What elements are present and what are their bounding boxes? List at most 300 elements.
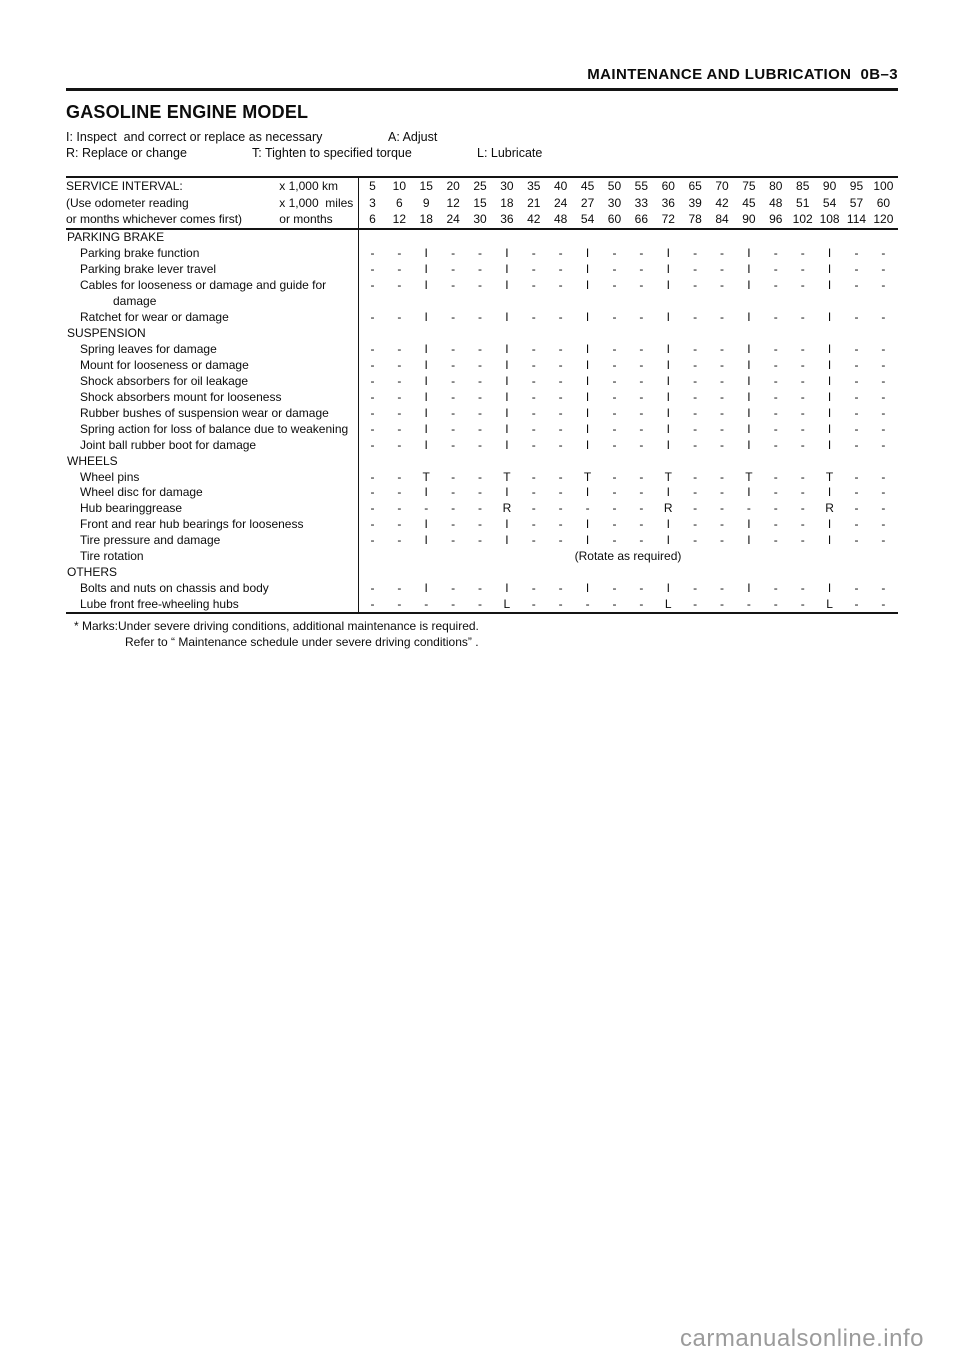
mark-cell: I xyxy=(827,373,832,388)
row-marks xyxy=(359,501,897,515)
mark-cell: - xyxy=(773,437,778,452)
interval-header-row xyxy=(66,195,898,212)
mark-cell: - xyxy=(397,581,402,596)
item-row xyxy=(66,548,898,564)
mark-cell: - xyxy=(478,310,482,325)
mark-cell: - xyxy=(531,405,536,420)
item-label: Cables for looseness or damage and guide for xyxy=(80,278,327,293)
section-row xyxy=(66,230,898,246)
mark-cell: - xyxy=(639,246,644,261)
mark-cell: I xyxy=(747,405,751,420)
mark-cell: - xyxy=(397,389,402,404)
mark-cell: - xyxy=(451,373,456,388)
mark-cell: I xyxy=(827,310,832,325)
mark-cell: I xyxy=(666,581,670,596)
mark-cell: - xyxy=(397,262,402,277)
mark-cell: - xyxy=(612,485,617,500)
legend-line-1 xyxy=(66,130,898,145)
interval-label: or months whichever comes first) xyxy=(66,212,243,227)
mark-cell: - xyxy=(558,421,563,436)
row-label-cell xyxy=(66,373,359,389)
interval-value: 95 xyxy=(849,179,864,194)
interval-value: 90 xyxy=(742,212,756,227)
mark-cell: - xyxy=(370,597,375,612)
mark-cell: - xyxy=(370,421,375,436)
mark-cell: - xyxy=(693,485,698,500)
mark-cell: - xyxy=(854,278,859,293)
interval-value: 65 xyxy=(688,179,702,194)
mark-cell: - xyxy=(693,342,698,357)
row-label-cell xyxy=(66,564,359,580)
mark-cell: - xyxy=(451,533,456,548)
item-row xyxy=(66,389,898,405)
mark-cell: - xyxy=(693,262,698,277)
mark-cell: T xyxy=(825,469,834,484)
item-label: Mount for looseness or damage xyxy=(80,357,249,372)
mark-cell: - xyxy=(397,501,402,516)
mark-cell: - xyxy=(612,389,617,404)
mark-cell: I xyxy=(585,389,590,404)
interval-value: 30 xyxy=(607,195,622,210)
mark-cell: I xyxy=(666,278,670,293)
mark-cell: - xyxy=(800,421,805,436)
mark-cell: - xyxy=(800,517,805,532)
mark-cell: I xyxy=(747,246,751,261)
interval-value: 15 xyxy=(473,195,487,210)
mark-cell: I xyxy=(747,533,751,548)
mark-cell: - xyxy=(693,389,698,404)
mark-cell: - xyxy=(451,517,456,532)
mark-cell: - xyxy=(612,501,617,516)
mark-cell: - xyxy=(612,437,617,452)
interval-value: 48 xyxy=(554,212,568,227)
mark-cell: I xyxy=(666,437,670,452)
interval-value: 45 xyxy=(580,179,595,194)
interval-value: 21 xyxy=(527,195,541,210)
mark-cell: - xyxy=(451,469,456,484)
mark-cell: - xyxy=(478,597,482,612)
mark-cell: - xyxy=(397,373,402,388)
mark-cell: I xyxy=(585,405,590,420)
mark-cell: I xyxy=(505,342,509,357)
mark-cell: - xyxy=(693,533,698,548)
mark-cell: - xyxy=(881,342,886,357)
mark-cell: - xyxy=(531,437,536,452)
interval-header-row xyxy=(66,178,898,195)
mark-cell: - xyxy=(639,533,644,548)
footnote-line-1: * Marks:Under severe driving conditions, additional maintenance is required. xyxy=(74,619,479,633)
mark-cell: - xyxy=(424,597,429,612)
mark-cell: - xyxy=(693,421,698,436)
row-label-cell xyxy=(66,596,359,612)
interval-label: SERVICE INTERVAL: xyxy=(66,179,183,194)
mark-cell: - xyxy=(881,278,886,293)
mark-cell: - xyxy=(531,517,536,532)
mark-cell: - xyxy=(773,342,778,357)
mark-cell: R xyxy=(502,501,512,516)
legend-lubricate: L: Lubricate xyxy=(477,146,543,160)
item-row xyxy=(66,532,898,548)
item-row xyxy=(66,500,898,516)
mark-cell: - xyxy=(720,405,725,420)
mark-cell: - xyxy=(720,357,725,372)
mark-cell: I xyxy=(585,342,590,357)
interval-value: 78 xyxy=(688,212,702,227)
item-label: Rubber bushes of suspension wear or damage xyxy=(80,405,329,420)
interval-value: 60 xyxy=(607,212,622,227)
mark-cell: I xyxy=(424,437,428,452)
mark-cell: - xyxy=(612,533,617,548)
interval-value: 100 xyxy=(873,179,894,194)
mark-cell: - xyxy=(585,597,590,612)
mark-cell: - xyxy=(370,405,375,420)
mark-cell: - xyxy=(720,421,725,436)
mark-cell: I xyxy=(424,310,428,325)
mark-cell: - xyxy=(612,357,617,372)
mark-cell: - xyxy=(746,597,751,612)
mark-cell: I xyxy=(827,262,832,277)
interval-value: 66 xyxy=(634,212,649,227)
mark-cell: - xyxy=(881,581,886,596)
row-label-cell xyxy=(66,341,359,357)
mark-cell: - xyxy=(612,246,617,261)
mark-cell: - xyxy=(639,437,644,452)
mark-cell: R xyxy=(663,501,673,516)
mark-cell: I xyxy=(827,437,832,452)
row-marks xyxy=(359,246,897,260)
interval-value: 9 xyxy=(422,195,430,210)
item-row-continuation xyxy=(66,293,898,309)
mark-cell: - xyxy=(720,310,725,325)
mark-cell: - xyxy=(558,357,563,372)
row-marks xyxy=(359,485,897,499)
mark-cell: - xyxy=(397,437,402,452)
mark-cell: I xyxy=(827,405,832,420)
mark-cell: - xyxy=(531,469,536,484)
item-label: Parking brake lever travel xyxy=(80,262,217,277)
legend-replace: R: Replace or change xyxy=(66,146,187,160)
mark-cell: - xyxy=(639,469,644,484)
mark-cell: - xyxy=(800,342,805,357)
mark-cell: - xyxy=(773,262,778,277)
mark-cell: - xyxy=(397,517,402,532)
interval-value: 3 xyxy=(369,195,376,210)
row-label-cell xyxy=(66,261,359,277)
section-row xyxy=(66,564,898,580)
mark-cell: - xyxy=(881,421,886,436)
mark-cell: I xyxy=(666,357,670,372)
interval-value: 70 xyxy=(715,179,729,194)
mark-cell: - xyxy=(451,405,456,420)
interval-values xyxy=(359,212,897,226)
mark-cell: - xyxy=(693,246,698,261)
mark-cell: - xyxy=(451,278,456,293)
row-marks xyxy=(359,374,897,388)
mark-cell: - xyxy=(478,357,482,372)
mark-cell: - xyxy=(800,581,805,596)
row-label-cell xyxy=(66,469,359,485)
mark-cell: - xyxy=(693,501,698,516)
mark-cell: - xyxy=(881,373,886,388)
mark-cell: - xyxy=(612,262,617,277)
mark-cell: - xyxy=(773,501,778,516)
mark-cell: I xyxy=(827,581,832,596)
row-label-cell xyxy=(66,485,359,501)
section-label: PARKING BRAKE xyxy=(67,230,165,245)
mark-cell: I xyxy=(666,421,670,436)
mark-cell: I xyxy=(747,485,751,500)
mark-cell: I xyxy=(505,278,509,293)
row-marks xyxy=(359,517,897,531)
interval-value: 55 xyxy=(634,179,649,194)
mark-cell: - xyxy=(558,485,563,500)
mark-cell: - xyxy=(854,357,859,372)
interval-value: 42 xyxy=(715,195,729,210)
mark-cell: - xyxy=(800,389,805,404)
mark-cell: - xyxy=(720,246,725,261)
mark-cell: - xyxy=(397,533,402,548)
mark-cell: - xyxy=(451,262,456,277)
mark-cell: - xyxy=(612,581,617,596)
legend-tighten: T: Tighten to specified torque xyxy=(252,146,412,160)
mark-cell: - xyxy=(478,501,482,516)
mark-cell: - xyxy=(854,533,859,548)
mark-cell: - xyxy=(397,405,402,420)
mark-cell: - xyxy=(558,597,563,612)
interval-value: 96 xyxy=(769,212,783,227)
mark-cell: I xyxy=(827,533,832,548)
mark-cell: - xyxy=(720,262,725,277)
mark-cell: - xyxy=(854,597,859,612)
mark-cell: I xyxy=(424,517,428,532)
interval-value: 12 xyxy=(446,195,460,210)
mark-cell: - xyxy=(720,342,725,357)
mark-cell: - xyxy=(397,278,402,293)
mark-cell: - xyxy=(397,357,402,372)
mark-cell: I xyxy=(585,485,590,500)
item-row xyxy=(66,469,898,485)
mark-cell: - xyxy=(693,581,698,596)
page-header-title: MAINTENANCE AND LUBRICATION 0B–3 xyxy=(587,66,898,83)
mark-cell: - xyxy=(800,357,805,372)
mark-cell: - xyxy=(800,373,805,388)
mark-cell: - xyxy=(881,405,886,420)
row-label-cell xyxy=(66,293,359,309)
mark-cell: - xyxy=(531,485,536,500)
mark-cell: I xyxy=(505,357,509,372)
mark-cell: - xyxy=(854,405,859,420)
mark-cell: I xyxy=(424,533,428,548)
mark-cell: - xyxy=(800,469,805,484)
section-row xyxy=(66,325,898,341)
interval-value: 60 xyxy=(661,179,675,194)
mark-cell: I xyxy=(747,357,751,372)
mark-cell: - xyxy=(720,581,725,596)
mark-cell: - xyxy=(478,405,482,420)
row-marks xyxy=(359,406,897,420)
mark-cell: - xyxy=(612,342,617,357)
mark-cell: - xyxy=(854,342,859,357)
mark-cell: - xyxy=(639,357,644,372)
row-marks xyxy=(359,422,897,436)
mark-cell: - xyxy=(773,310,778,325)
item-label: Shock absorbers mount for looseness xyxy=(80,389,282,404)
mark-cell: - xyxy=(854,310,859,325)
mark-cell: - xyxy=(639,581,644,596)
interval-value: 25 xyxy=(473,179,487,194)
mark-cell: - xyxy=(639,485,644,500)
mark-cell: - xyxy=(612,373,617,388)
mark-cell: I xyxy=(424,581,428,596)
row-marks xyxy=(359,278,897,292)
mark-cell: - xyxy=(370,389,375,404)
mark-cell: I xyxy=(424,405,428,420)
row-marks xyxy=(359,342,897,356)
row-label-cell xyxy=(66,421,359,437)
interval-value: 30 xyxy=(473,212,487,227)
mark-cell: I xyxy=(424,357,428,372)
mark-cell: - xyxy=(612,278,617,293)
interval-value: 57 xyxy=(849,195,864,210)
mark-cell: - xyxy=(720,373,725,388)
mark-cell: - xyxy=(800,310,805,325)
mark-cell: I xyxy=(505,517,509,532)
section-label: WHEELS xyxy=(67,453,118,468)
interval-value: 120 xyxy=(873,212,894,227)
interval-values xyxy=(359,179,897,193)
mark-cell: - xyxy=(881,485,886,500)
mark-cell: - xyxy=(478,581,482,596)
mark-cell: - xyxy=(881,597,886,612)
mark-cell: - xyxy=(693,597,698,612)
interval-value: 50 xyxy=(607,179,622,194)
item-label: Wheel pins xyxy=(80,469,140,484)
interval-value: 35 xyxy=(527,179,541,194)
mark-cell: - xyxy=(800,405,805,420)
mark-cell: - xyxy=(773,469,778,484)
mark-cell: - xyxy=(370,262,375,277)
interval-value: 60 xyxy=(876,195,891,210)
mark-cell: - xyxy=(800,597,805,612)
mark-cell: - xyxy=(720,278,725,293)
item-row xyxy=(66,421,898,437)
mark-cell: - xyxy=(397,421,402,436)
mark-cell: - xyxy=(639,501,644,516)
interval-value: 72 xyxy=(661,212,675,227)
mark-cell: - xyxy=(370,246,375,261)
mark-cell: - xyxy=(773,373,778,388)
mark-cell: - xyxy=(854,389,859,404)
mark-cell: - xyxy=(773,533,778,548)
mark-cell: - xyxy=(773,517,778,532)
interval-value: 20 xyxy=(446,179,460,194)
mark-cell: T xyxy=(422,469,430,484)
interval-unit: or months xyxy=(279,212,333,227)
interval-value: 5 xyxy=(369,179,376,194)
mark-cell: I xyxy=(505,405,509,420)
mark-cell: - xyxy=(585,501,590,516)
item-label: Spring leaves for damage xyxy=(80,342,217,357)
mark-cell: - xyxy=(558,469,563,484)
mark-cell: - xyxy=(451,501,456,516)
item-row xyxy=(66,373,898,389)
mark-cell: - xyxy=(370,533,375,548)
mark-cell: - xyxy=(800,501,805,516)
mark-cell: I xyxy=(424,246,428,261)
mark-cell: T xyxy=(745,469,753,484)
mark-cell: - xyxy=(854,373,859,388)
mark-cell: - xyxy=(451,421,456,436)
mark-cell: - xyxy=(451,357,456,372)
mark-cell: - xyxy=(773,581,778,596)
row-label-cell xyxy=(66,309,359,325)
mark-cell: - xyxy=(451,342,456,357)
mark-cell: I xyxy=(585,533,590,548)
row-label-cell xyxy=(66,548,359,564)
interval-header-row xyxy=(66,211,898,228)
mark-cell: - xyxy=(397,342,402,357)
mark-cell: I xyxy=(666,310,670,325)
mark-cell: - xyxy=(612,517,617,532)
mark-cell: I xyxy=(666,342,670,357)
mark-cell: - xyxy=(370,310,375,325)
row-label-cell xyxy=(66,437,359,453)
mark-cell: I xyxy=(827,278,832,293)
mark-cell: - xyxy=(424,501,429,516)
mark-cell: I xyxy=(505,389,509,404)
item-label: Parking brake function xyxy=(80,246,200,261)
mark-cell: - xyxy=(881,437,886,452)
mark-cell: I xyxy=(505,437,509,452)
mark-cell: - xyxy=(881,246,886,261)
mark-cell: - xyxy=(854,421,859,436)
interval-value: 10 xyxy=(392,179,407,194)
mark-cell: - xyxy=(773,405,778,420)
mark-cell: - xyxy=(693,310,698,325)
mark-cell: - xyxy=(881,262,886,277)
note-text: (Rotate as required) xyxy=(574,549,682,564)
item-row xyxy=(66,580,898,596)
mark-cell: - xyxy=(478,533,482,548)
mark-cell: - xyxy=(773,278,778,293)
mark-cell: I xyxy=(505,373,509,388)
mark-cell: - xyxy=(531,389,536,404)
mark-cell: - xyxy=(881,501,886,516)
item-label-continued: damage xyxy=(113,294,157,309)
interval-unit: x 1,000 km xyxy=(279,179,338,194)
mark-cell: I xyxy=(666,405,670,420)
item-row xyxy=(66,516,898,532)
mark-cell: - xyxy=(397,597,402,612)
interval-value: 40 xyxy=(554,179,568,194)
mark-cell: - xyxy=(370,581,375,596)
mark-cell: - xyxy=(639,405,644,420)
interval-unit: x 1,000 miles xyxy=(279,195,354,210)
mark-cell: L xyxy=(826,597,833,612)
item-label: Bolts and nuts on chassis and body xyxy=(80,581,269,596)
mark-cell: - xyxy=(558,437,563,452)
mark-cell: - xyxy=(558,581,563,596)
interval-value: 108 xyxy=(819,212,840,227)
footnote-line-2: Refer to “ Maintenance schedule under severe driving conditions” . xyxy=(125,635,479,649)
mark-cell: - xyxy=(558,533,563,548)
mark-cell: I xyxy=(747,437,751,452)
mark-cell: - xyxy=(478,373,482,388)
mark-cell: - xyxy=(800,262,805,277)
mark-cell: - xyxy=(773,246,778,261)
mark-cell: - xyxy=(478,517,482,532)
mark-cell: - xyxy=(639,373,644,388)
